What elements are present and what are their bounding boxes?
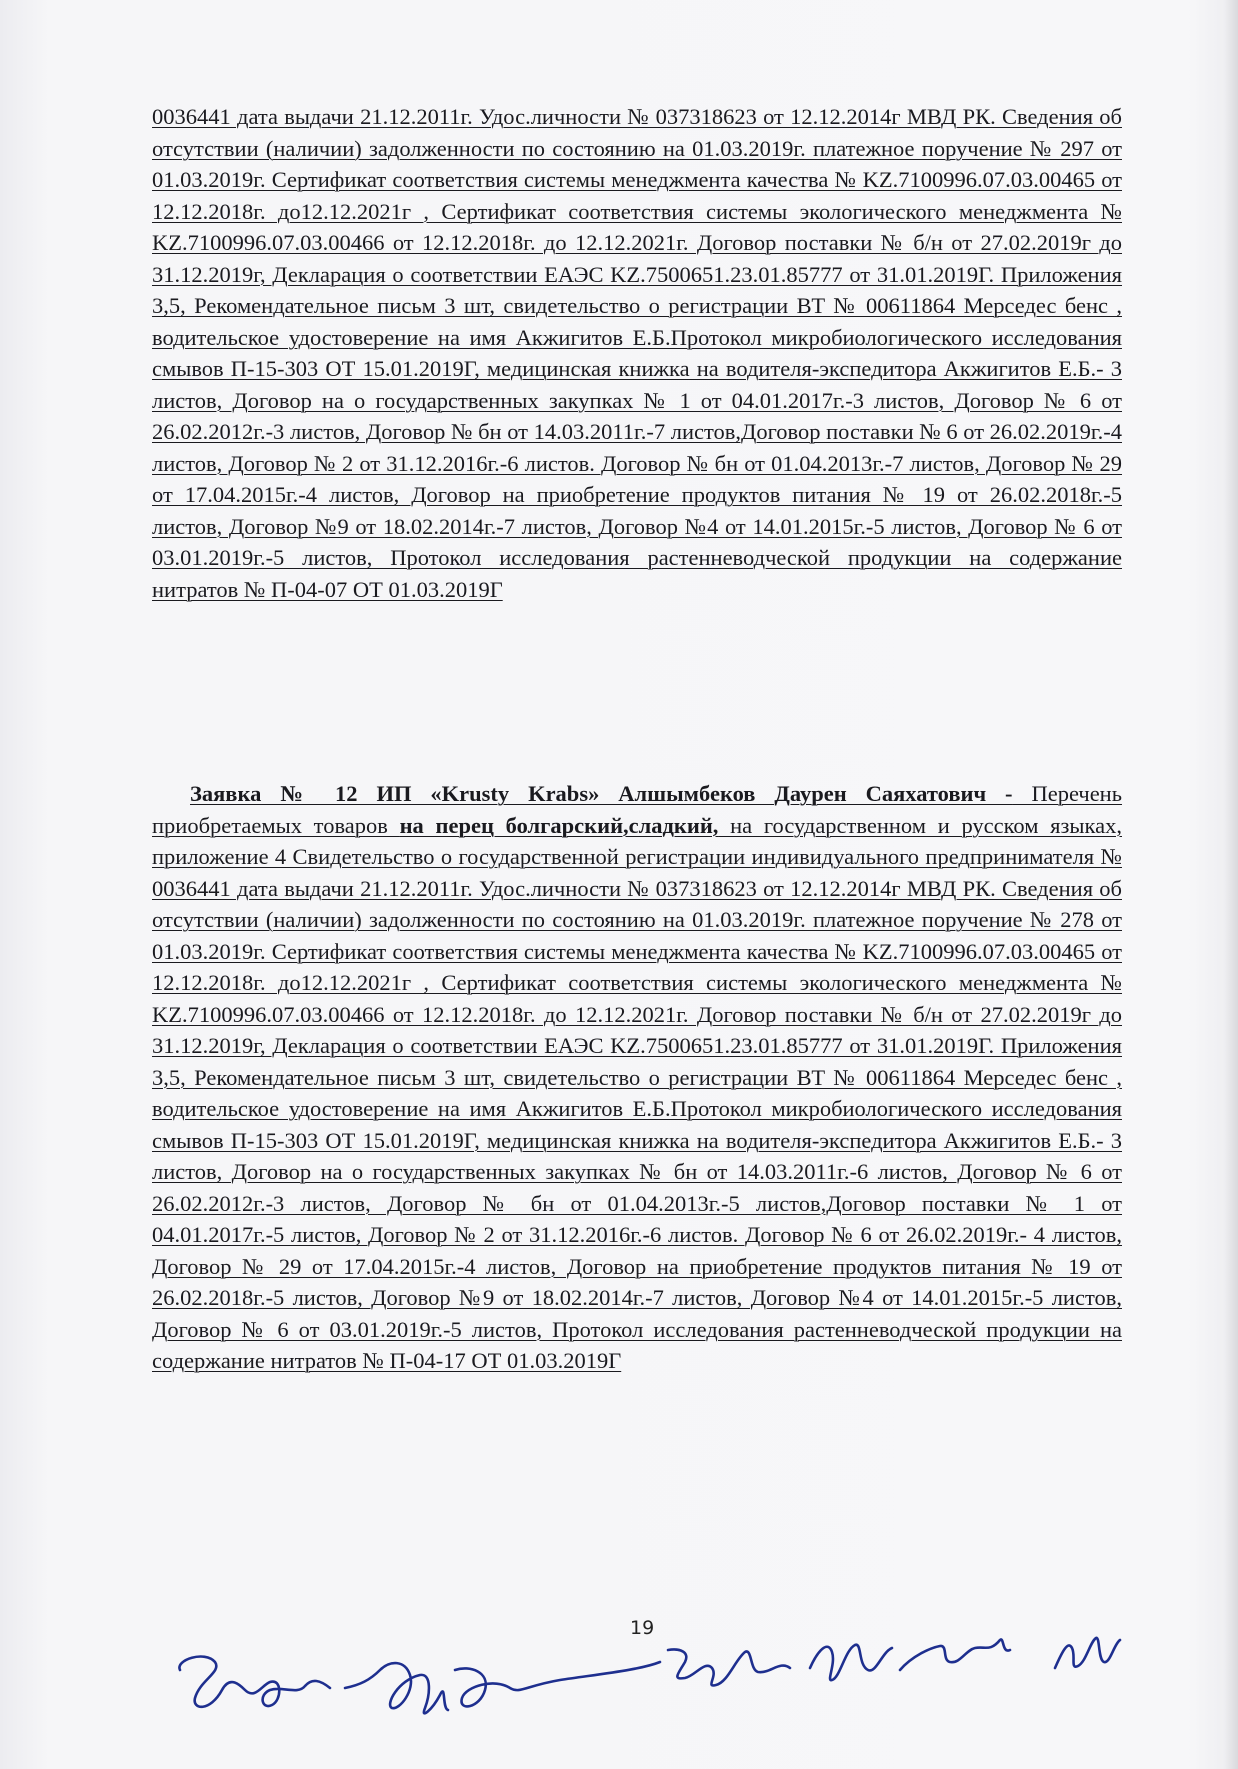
application-12-product: на перец болгарский,сладкий,	[399, 812, 719, 838]
application-12-text-b: на государственном и русском языках, приложение 4 Свидетельство о государственной регистрации индивидуального предпринимателя № 0036441 дата выдачи 21.12.2011г. Удос.личности № 037318623 от 12.12.2014г МВД РК. Сведения об отсутствии (наличии) задолженности по состоянию на 01.03.2019г. платежное поручение № 278 от 01.03.2019г. Сертификат соответствия системы менеджмента качества № KZ.7100996.07.03.00465 от 12.12.2018г. до12.12.2021г , Сертификат соответствия системы экологического менеджмента № KZ.7100996.07.03.00466 от 12.12.2018г. до 12.12.2021г. Договор поставки № б/н от 27.02.2019г до 31.12.2019г, Декларация о соответствии ЕАЭС KZ.7500651.23.01.85777 от 31.01.2019Г. Приложения 3,5, Рекомендательное письм 3 шт, свидетельство о регистрации ВТ № 00611864 Мерседес бенс , водительское удостоверение на имя Акжигитов Е.Б.Протокол микробиологического исследования смывов П-15-303 ОТ 15.01.2019Г, медицинская книжка на водителя-экспедитора Акжигитов Е.Б.- 3 листов, Договор на о государственных закупках № бн от 14.03.2011г.-6 листов, Договор № 6 от 26.02.2012г.-3 листов, Договор № бн от 01.04.2013г.-5 листов,Договор поставки № 1 от 04.01.2017г.-5 листов, Договор № 2 от 31.12.2016г.-6 листов. Договор № 6 от 26.02.2019г.- 4 листов, Договор № 29 от 17.04.2015г.-4 листов, Договор на приобретение продуктов питания № 19 от 26.02.2018г.-5 листов, Договор №9 от 18.02.2014г.-7 листов, Договор №4 от 14.01.2015г.-5 листов, Договор № 6 от 03.01.2019г.-5 листов, Протокол исследования растенневодческой продукции на содержание нитратов № П-04-17 ОТ 01.03.2019Г	[152, 812, 1122, 1373]
signature-6	[900, 1639, 1010, 1670]
signature-5	[810, 1645, 892, 1680]
page-number: 19	[630, 1617, 655, 1639]
paragraph-continued-application: 0036441 дата выдачи 21.12.2011г. Удос.личности № 037318623 от 12.12.2014г МВД РК. Сведения об отсутствии (наличии) задолженности по состоянию на 01.03.2019г. платежное поручение № 297 от 01.03.2019г. Сертификат соответствия системы менеджмента качества № KZ.7100996.07.03.00465 от 12.12.2018г. до12.12.2021г , Сертификат соответствия системы экологического менеджмента № KZ.7100996.07.03.00466 от 12.12.2018г. до 12.12.2021г. Договор поставки № б/н от 27.02.2019г до 31.12.2019г, Декларация о соответствии ЕАЭС KZ.7500651.23.01.85777 от 31.01.2019Г. Приложения 3,5, Рекомендательное письм 3 шт, свидетельство о регистрации ВТ № 00611864 Мерседес бенс , водительское удостоверение на имя Акжигитов Е.Б.Протокол микробиологического исследования смывов П-15-303 ОТ 15.01.2019Г, медицинская книжка на водителя-экспедитора Акжигитов Е.Б.- 3 листов, Договор на о государственных закупках № 1 от 04.01.2017г.-3 листов, Договор № 6 от 26.02.2012г.-3 листов, Договор № бн от 14.03.2011г.-7 листов,Договор поставки № 6 от 26.02.2019г.-4 листов, Договор № 2 от 31.12.2016г.-6 листов. Договор № бн от 01.04.2013г.-7 листов, Договор № 29 от 17.04.2015г.-4 листов, Договор на приобретение продуктов питания № 19 от 26.02.2018г.-5 листов, Договор №9 от 18.02.2014г.-7 листов, Договор №4 от 14.01.2015г.-5 листов, Договор № 6 от 03.01.2019г.-5 листов, Протокол исследования растенневодческой продукции на содержание нитратов № П-04-07 ОТ 01.03.2019Г	[152, 104, 1122, 602]
page-edge-shadow	[1224, 0, 1238, 1769]
signature-3	[455, 1662, 660, 1706]
signature-2	[345, 1663, 448, 1713]
signature-4	[668, 1650, 790, 1686]
paragraph-application-12	[152, 778, 1122, 1377]
signature-7	[1055, 1638, 1120, 1668]
application-12-text-a: Перечень приобретаемых товаров	[152, 781, 1122, 838]
application-12-heading: Заявка № 12 ИП «Krusty Krabs» Алшымбеков Даурен Саяхатович -	[190, 781, 1013, 806]
signatures-area	[0, 1590, 1238, 1769]
signature-1	[179, 1657, 330, 1707]
